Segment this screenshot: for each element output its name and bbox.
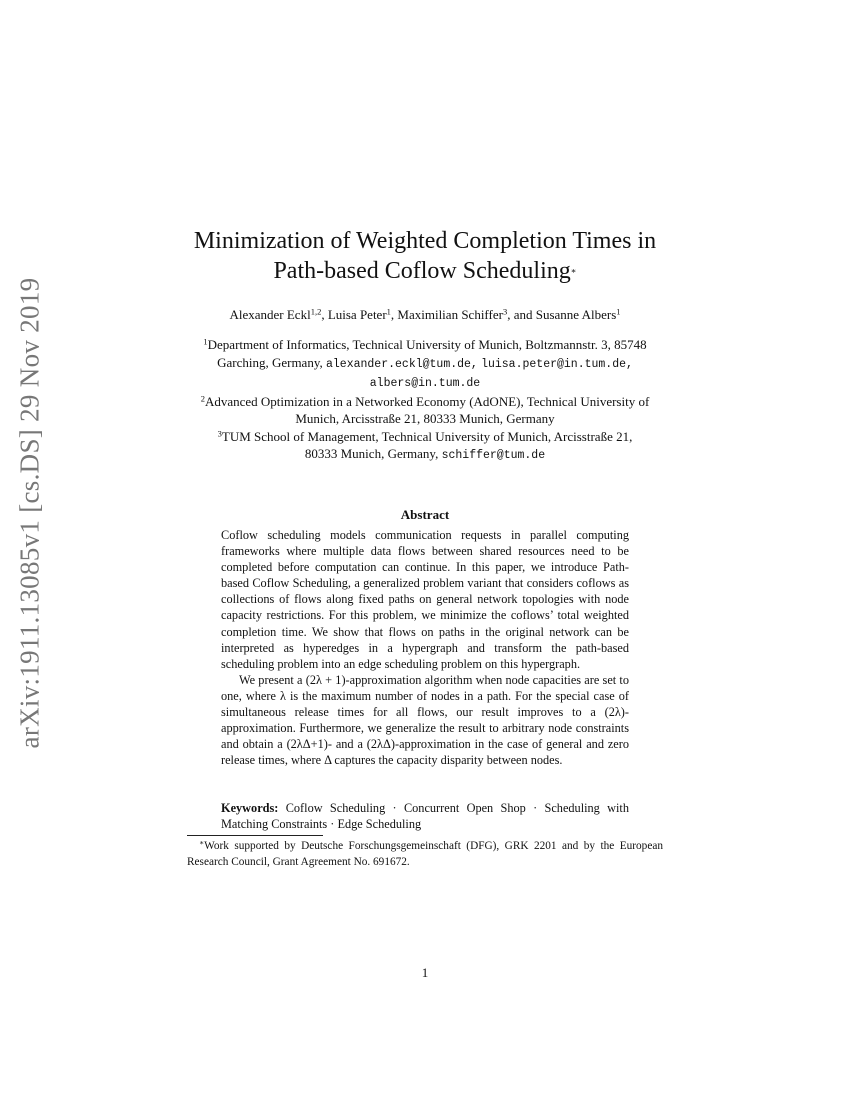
author-list xyxy=(150,307,700,323)
author-affiliation-mark: 3 xyxy=(502,306,508,317)
abstract-heading: Abstract xyxy=(400,507,450,522)
email-link[interactable]: luisa.peter@in.tum.de, xyxy=(481,357,633,371)
affiliation-number: 1 xyxy=(203,336,208,347)
paper-title xyxy=(150,226,700,286)
keywords-text: Coflow Scheduling · Concurrent Open Shop · Scheduling with Matching Constraints · Edge Scheduling xyxy=(221,801,629,832)
author-separator: , xyxy=(390,307,398,322)
title-line-1: Minimization of Weighted Completion Times in xyxy=(193,228,657,254)
affiliation-1-line-2: Garching, Germany, alexander.eckl@tum.de, luisa.peter@in.tum.de, xyxy=(217,354,633,371)
email-link[interactable]: schiffer@tum.de xyxy=(441,449,546,462)
arxiv-side-stamp xyxy=(8,263,52,763)
keywords-label: Keywords: xyxy=(221,801,279,815)
author-name: Luisa Peter xyxy=(327,307,387,322)
affiliation-3-line-1: $^3$TUM School of Management, Technical University of Munich, Arcisstraße 21, xyxy=(217,427,633,444)
author-affiliation-mark: 1 xyxy=(616,306,621,317)
author-name: Susanne Albers xyxy=(535,307,617,322)
email-link[interactable]: alexander.eckl@tum.de, xyxy=(326,357,478,371)
arxiv-identifier: arXiv:1911.13085v1 [cs.DS] 29 Nov 2019 xyxy=(14,277,45,749)
affiliation-1-line-1: $^1$Department of Informatics, Technical University of Munich, Boltzmannstr. 3, 85748 xyxy=(203,336,647,352)
author-name: Maximilian Schiffer xyxy=(397,307,503,322)
footnote-rule xyxy=(187,835,323,836)
affiliation-1-line-3 xyxy=(170,373,680,393)
footnote-mark: ∗ xyxy=(199,837,205,847)
footnote xyxy=(187,838,663,870)
footnote-text: Work supported by Deutsche Forschungsgemeinschaft (DFG), GRK 2201 and by the European Research Council, Grant Agreement No. 691672. xyxy=(187,840,663,868)
title-line-2 xyxy=(150,256,700,286)
affiliations xyxy=(170,336,680,465)
page-number: 1 xyxy=(421,965,429,980)
affiliation-number: 2 xyxy=(200,392,205,403)
author-affiliation-mark: 1 xyxy=(386,306,391,317)
abstract-body xyxy=(221,527,629,768)
keywords xyxy=(221,800,629,832)
abstract-paragraph-1: Coflow scheduling models communication requests in parallel computing frameworks where multiple data flows between shared resources need to be completed before computation can continue. In this paper, we introduce Path-based Coflow Scheduling, a generalized problem variant that considers coflows as collections of flows along fixed paths on general network topologies with node capacity restrictions. For this problem, we minimize the coflows’ total weighted completion time. We show that flows on paths in the original network can be interpreted as hyperedges in a hypergraph and transform the path-based scheduling problem into an edge scheduling problem on this hypergraph. xyxy=(221,528,629,671)
abstract-paragraph-2: We present a (2λ + 1)-approximation algorithm when node capacities are set to one, where λ is the maximum number of nodes in a path. For the special case of simultaneous release times for all flows, our result improves to a (2λ)-approximation. Furthermore, we generalize the result to arbitrary node constraints and obtain a (2λΔ+1)- and a (2λΔ)-approximation in the case of general and zero release times, where Δ captures the capacity disparity between nodes. xyxy=(221,672,629,768)
author-name: Alexander Eckl xyxy=(229,307,311,322)
title-line-2-text: Path-based Coflow Scheduling xyxy=(273,258,571,284)
title-footnote-mark: ∗ xyxy=(570,265,577,276)
author-affiliation-mark: 1,2 xyxy=(310,306,322,317)
author-separator: , and xyxy=(507,307,536,322)
affiliation-3-line-2: 80333 Munich, Germany, schiffer@tum.de xyxy=(304,446,546,462)
affiliation-2-line-2: Munich, Arcisstraße 21, 80333 Munich, Germany xyxy=(295,411,555,426)
email-link[interactable]: albers@in.tum.de xyxy=(369,377,481,390)
author-separator: , xyxy=(321,307,328,322)
affiliation-2-line-1: $^2$Advanced Optimization in a Networked Economy (AdONE), Technical University of xyxy=(200,392,650,409)
affiliation-number: 3 xyxy=(217,427,222,438)
